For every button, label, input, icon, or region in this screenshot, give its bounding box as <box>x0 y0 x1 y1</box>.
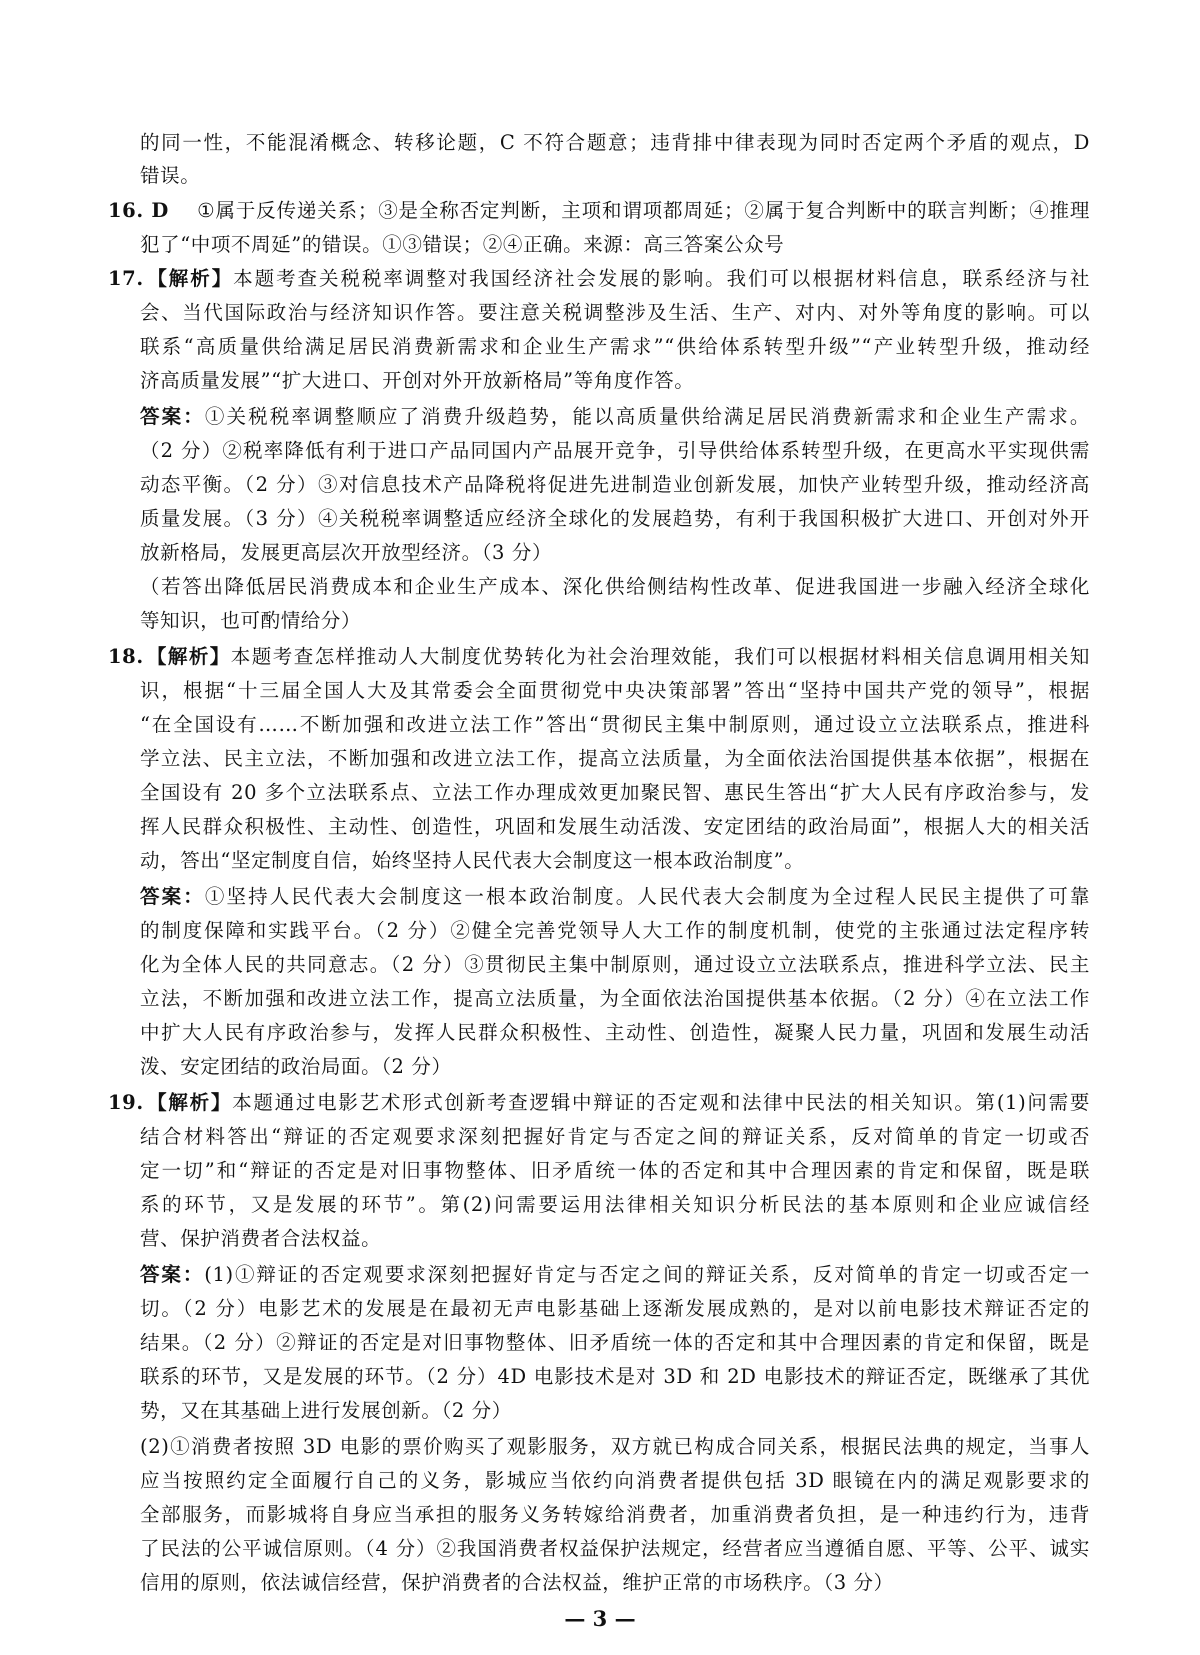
text-line: 化为全体人民的共同意志。（2 分）③贯彻民主集中制原则，通过设立立法联系点，推进科学立法、民主 <box>140 953 1090 976</box>
question-number: 19. <box>108 1091 144 1114</box>
text-line: 犯了“中项不周延”的错误。①③错误；②④正确。来源：高三答案公众号 <box>140 233 785 256</box>
text-line: 济高质量发展”“扩大进口、开创对外开放新格局”等角度作答。 <box>140 369 695 392</box>
text-line: 结合材料答出“辩证的否定观要求深刻把握好肯定与否定之间的辩证关系，反对简单的肯定一切或否 <box>140 1125 1090 1148</box>
text-line: （2 分）②税率降低有利于进口产品同国内产品展开竞争，引导供给体系转型升级，在更高水平实现供需 <box>140 439 1090 462</box>
text-segment: 本题考查怎样推动人大制度优势转化为社会治理效能，我们可以根据材料相关信息调用相关知 <box>230 645 1090 668</box>
text-line: 营、保护消费者合法权益。 <box>140 1227 382 1250</box>
text-line: 等知识，也可酌情给分） <box>140 609 362 632</box>
text-line: 联系“高质量供给满足居民消费新需求和企业生产需求”“供给体系转型升级”“产业转型升级，推动经 <box>140 335 1090 358</box>
question-19-line <box>108 1091 1090 1115</box>
text-line: 学立法、民主立法，不断加强和改进立法工作，提高立法质量，为全面依法治国提供基本依据”，根据在 <box>140 747 1090 770</box>
text-line: 挥人民群众积极性、主动性、创造性，巩固和发展生动活泼、安定团结的政治局面”，根据人大的相关活 <box>140 815 1090 838</box>
question-number: 16. D <box>108 199 169 222</box>
text-line: 泼、安定团结的政治局面。（2 分） <box>140 1055 452 1078</box>
text-line: 了民法的公平诚信原则。（4 分）②我国消费者权益保护法规定，经营者应当遵循自愿、平等、公平、诚实 <box>140 1537 1090 1560</box>
text-line: 结果。（2 分）②辩证的否定是对旧事物整体、旧矛盾统一体的否定和其中合理因素的肯定和保留，既是 <box>140 1331 1090 1354</box>
text-line: 的同一性，不能混淆概念、转移论题，C 不符合题意；违背排中律表现为同时否定两个矛盾的观点，D <box>140 131 1090 154</box>
answer-label: 答案： <box>140 885 205 908</box>
answer-line <box>140 405 1090 429</box>
text-line: 联系的环节，又是发展的环节。（2 分）4D 电影技术是对 3D 和 2D 电影技术的辩证否定，既继承了其优 <box>140 1365 1090 1388</box>
analysis-label: 【解析】 <box>146 1091 233 1114</box>
text-line: (2)①消费者按照 3D 电影的票价购买了观影服务，双方就已构成合同关系，根据民法典的规定，当事人 <box>140 1435 1090 1458</box>
text-line: 势，又在其基础上进行发展创新。（2 分） <box>140 1399 512 1422</box>
text-segment: ①属于反传递关系；③是全称否定判断，主项和谓项都周延；②属于复合判断中的联言判断；④推理 <box>196 199 1090 222</box>
text-line: 动态平衡。（2 分）③对信息技术产品降税将促进先进制造业创新发展，加快产业转型升级，推动经济高 <box>140 473 1090 496</box>
text-segment: (1)①辩证的否定观要求深刻把握好肯定与否定之间的辩证关系，反对简单的肯定一切或否定一 <box>204 1263 1090 1286</box>
text-line: 质量发展。（3 分）④关税税率调整适应经济全球化的发展趋势，有利于我国积极扩大进口、开创对外开 <box>140 507 1090 530</box>
answer-label: 答案： <box>140 1263 205 1286</box>
question-16-line <box>108 199 1090 223</box>
text-line: 的制度保障和实践平台。（2 分）②健全完善党领导人大工作的制度机制，使党的主张通过法定程序转 <box>140 919 1090 942</box>
answer-label: 答案： <box>140 405 205 428</box>
answer-line <box>140 885 1090 909</box>
question-18-line <box>108 645 1090 669</box>
analysis-label: 【解析】 <box>146 645 231 668</box>
text-line: 识，根据“十三届全国人大及其常委会全面贯彻党中央决策部署”答出“坚持中国共产党的领导”，根据 <box>140 679 1090 702</box>
text-segment: 本题通过电影艺术形式创新考查逻辑中辩证的否定观和法律中民法的相关知识。第(1)问需要 <box>232 1091 1091 1114</box>
question-number: 18. <box>108 645 144 668</box>
question-17-line <box>108 267 1090 291</box>
answer-line <box>140 1263 1090 1287</box>
page-number: — 3 — <box>564 1606 636 1631</box>
text-line: 应当按照约定全面履行自己的义务，影城应当依约向消费者提供包括 3D 眼镜在内的满足观影要求的 <box>140 1469 1090 1492</box>
text-line: 信用的原则，依法诚信经营，保护消费者的合法权益，维护正常的市场秩序。（3 分） <box>140 1571 894 1594</box>
text-line: （若答出降低居民消费成本和企业生产成本、深化供给侧结构性改革、促进我国进一步融入经济全球化 <box>140 575 1090 598</box>
text-line: 立法，不断加强和改进立法工作，提高立法质量，为全面依法治国提供基本依据。（2 分）④在立法工作 <box>140 987 1090 1010</box>
text-line: 系的环节，又是发展的环节”。第(2)问需要运用法律相关知识分析民法的基本原则和企业应诚信经 <box>140 1193 1090 1216</box>
text-line: 全国设有 20 多个立法联系点、立法工作办理成效更加聚民智、惠民生答出“扩大人民有序政治参与，发 <box>140 781 1090 804</box>
text-segment: ①关税税率调整顺应了消费升级趋势，能以高质量供给满足居民消费新需求和企业生产需求。 <box>204 405 1090 428</box>
text-line: 中扩大人民有序政治参与，发挥人民群众积极性、主动性、创造性，凝聚人民力量，巩固和发展生动活 <box>140 1021 1090 1044</box>
text-line: 动，答出“坚定制度自信，始终坚持人民代表大会制度这一根本政治制度”。 <box>140 849 805 872</box>
text-line: 放新格局，发展更高层次开放型经济。（3 分） <box>140 541 553 564</box>
text-line: 错误。 <box>140 164 201 187</box>
text-line: “在全国设有……不断加强和改进立法工作”答出“贯彻民主集中制原则，通过设立立法联系点，推进科 <box>140 713 1090 736</box>
text-line: 切。（2 分）电影艺术的发展是在最初无声电影基础上逐渐发展成熟的，是对以前电影技术辩证否定的 <box>140 1297 1090 1320</box>
question-number: 17. <box>108 267 144 290</box>
analysis-label: 【解析】 <box>146 267 234 290</box>
text-line: 会、当代国际政治与经济知识作答。要注意关税调整涉及生活、生产、对内、对外等角度的影响。可以 <box>140 301 1090 324</box>
text-segment: 本题考查关税税率调整对我国经济社会发展的影响。我们可以根据材料信息，联系经济与社 <box>233 267 1090 290</box>
text-line: 定一切”和“辩证的否定是对旧事物整体、旧矛盾统一体的否定和其中合理因素的肯定和保留，既是联 <box>140 1159 1090 1182</box>
text-line: 全部服务，而影城将自身应当承担的服务义务转嫁给消费者，加重消费者负担，是一种违约行为，违背 <box>140 1503 1090 1526</box>
text-segment: ①坚持人民代表大会制度这一根本政治制度。人民代表大会制度为全过程人民民主提供了可靠 <box>204 885 1090 908</box>
